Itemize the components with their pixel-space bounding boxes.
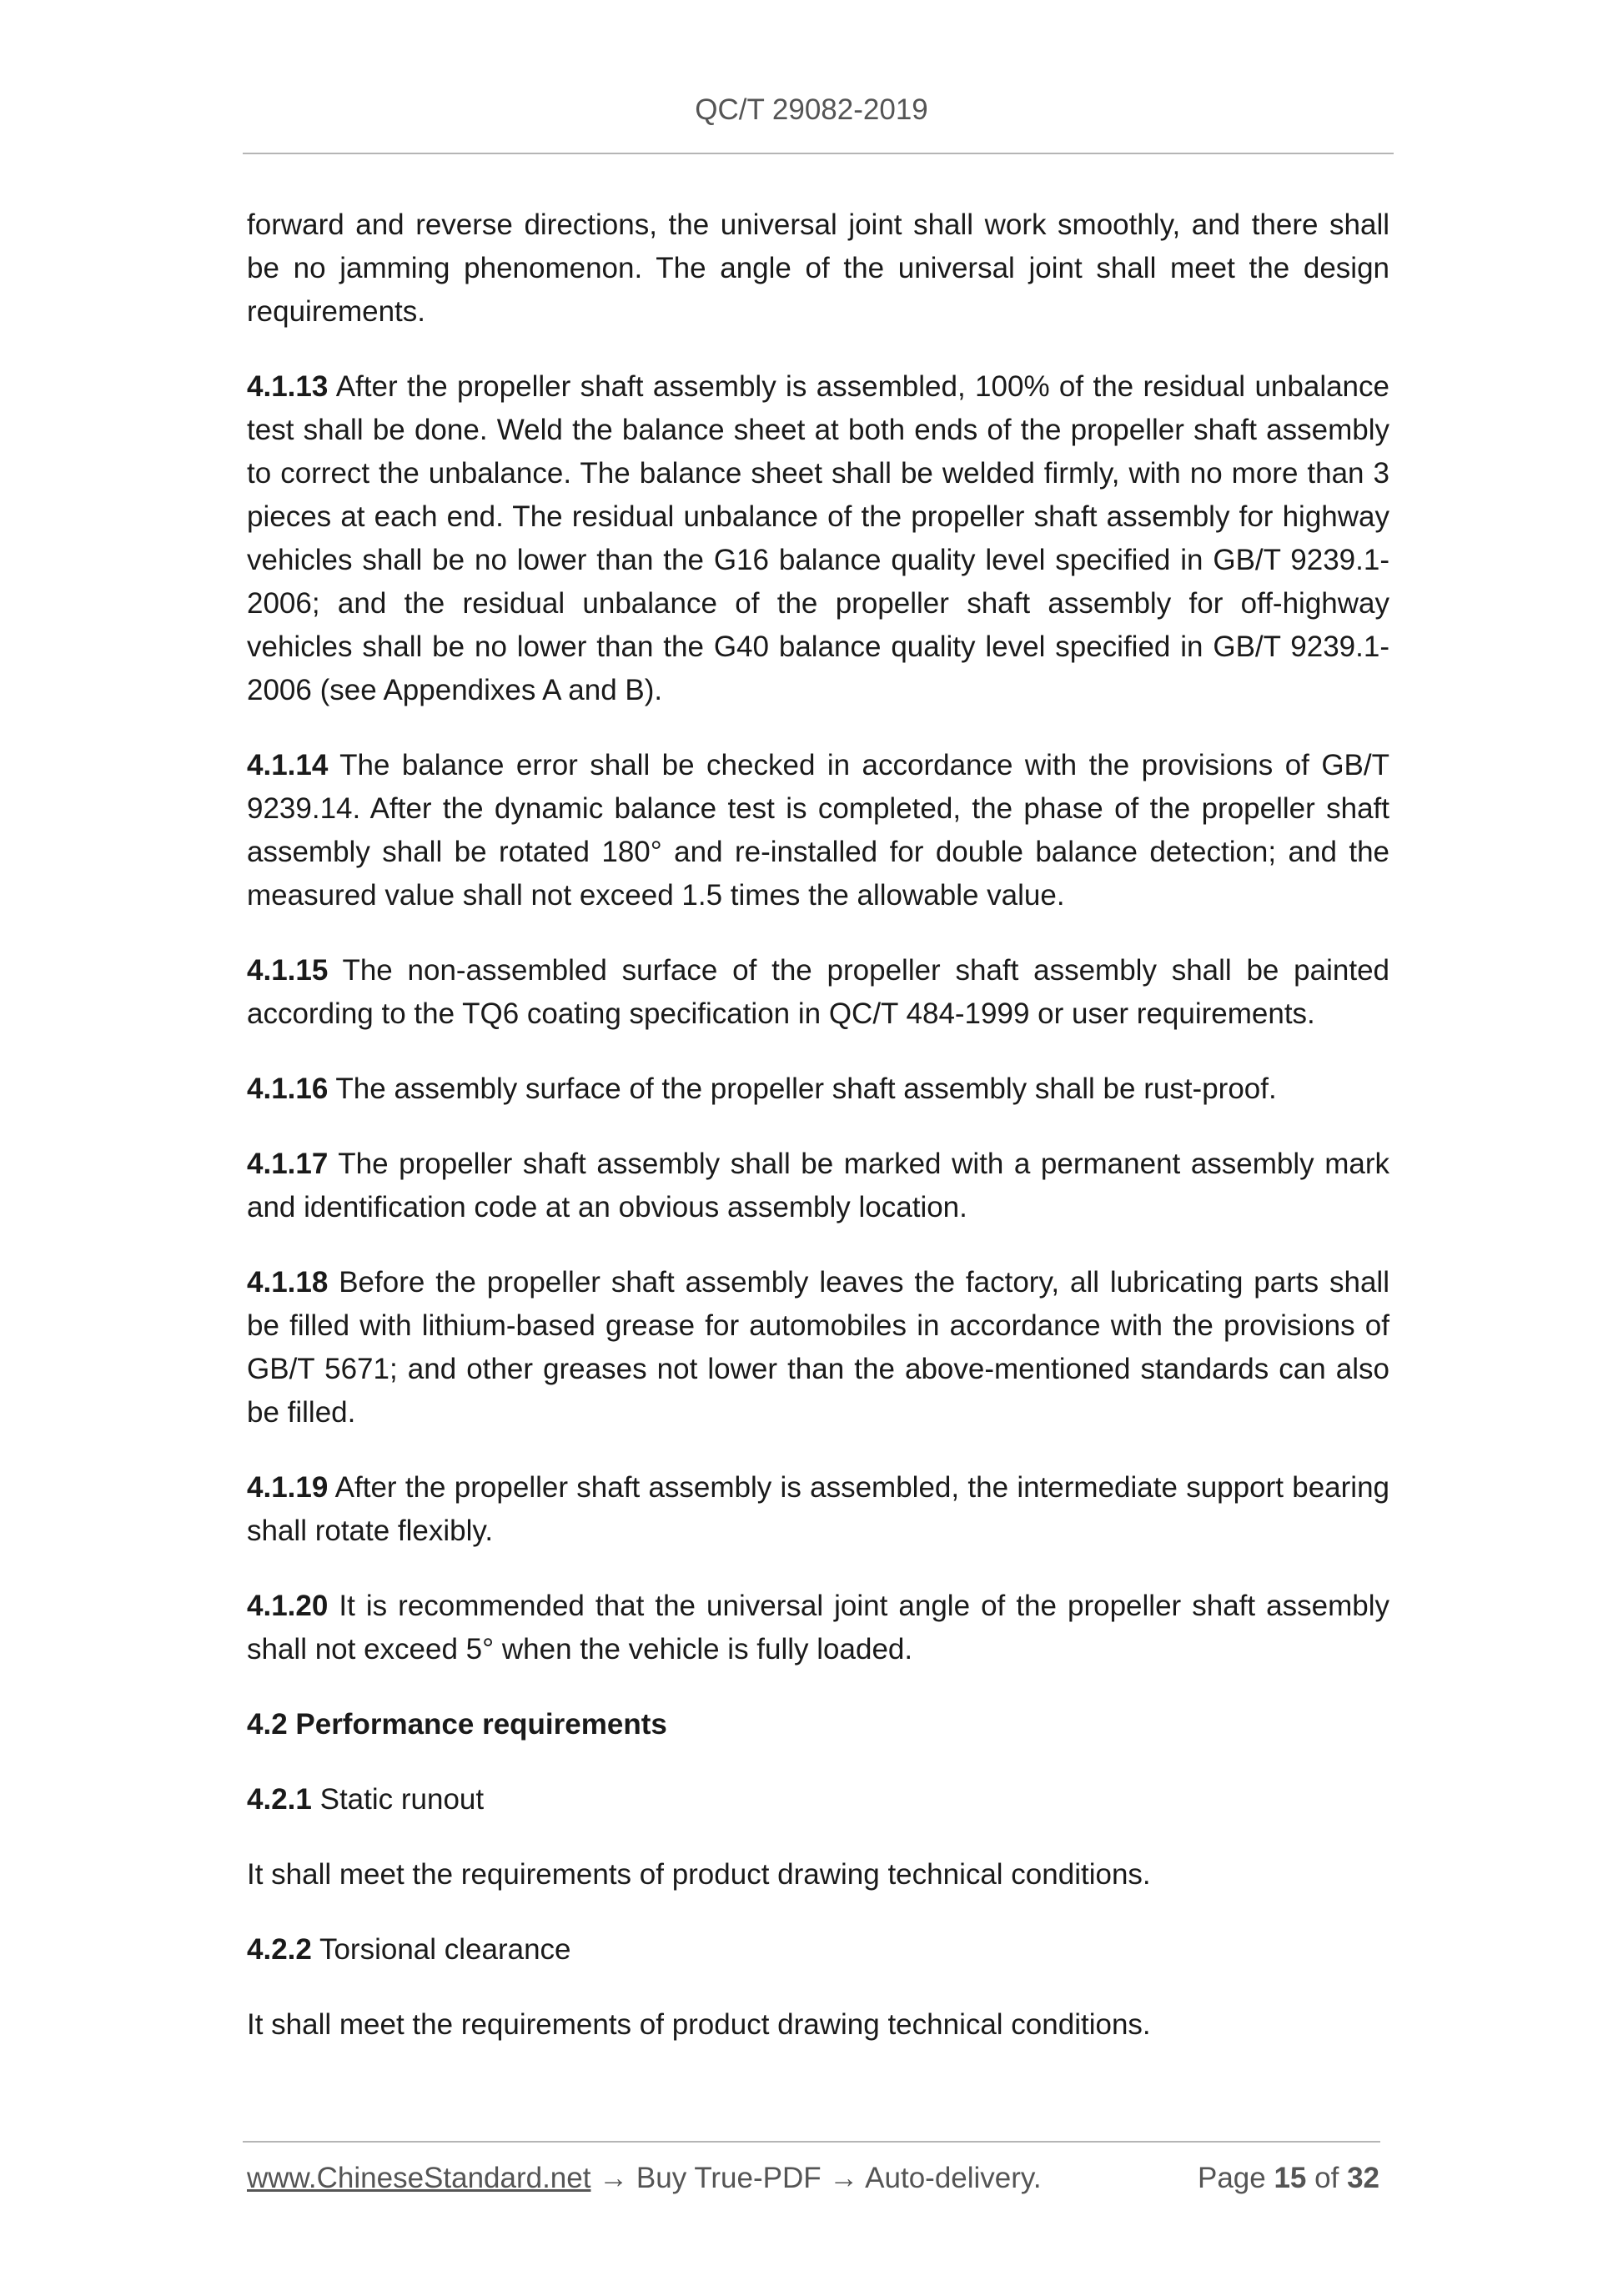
clause-text: The balance error shall be checked in accordance with the provisions of GB/T 9239.14. After the dynamic balance test is completed, the phase of the propeller shaft assembly shall be rotated 180° and re-installed for double balance detection; and the measured value shall not exceed 1.5 times the allowable value.	[247, 749, 1389, 912]
page-of-label: of	[1314, 2162, 1339, 2194]
clause-4-1-13	[247, 365, 1389, 712]
page-total: 32	[1347, 2162, 1379, 2194]
clause-number: 4.1.14	[247, 749, 329, 781]
subsection-4-2-2-heading	[247, 1928, 1389, 1972]
clause-number: 4.1.13	[247, 370, 329, 403]
clause-text: It is recommended that the universal joint angle of the propeller shaft assembly shall not exceed 5° when the vehicle is fully loaded.	[247, 1590, 1389, 1665]
clause-text: The assembly surface of the propeller shaft assembly shall be rust-proof.	[335, 1073, 1277, 1105]
clause-4-1-16	[247, 1068, 1389, 1111]
page-counter	[1198, 2162, 1379, 2195]
website-link[interactable]: www.ChineseStandard.net	[247, 2162, 591, 2194]
clause-4-1-15	[247, 949, 1389, 1036]
footer-divider	[243, 2141, 1380, 2143]
clause-4-1-14	[247, 744, 1389, 917]
clause-number: 4.1.20	[247, 1590, 329, 1622]
document-id: QC/T 29082-2019	[695, 93, 928, 126]
clause-text: The non-assembled surface of the propeller shaft assembly shall be painted according to the TQ6 coating specification in QC/T 484-1999 or user requirements.	[247, 954, 1389, 1030]
clause-number: 4.1.17	[247, 1148, 329, 1180]
subsection-number: 4.2.2	[247, 1933, 312, 1966]
page-label: Page	[1197, 2162, 1266, 2194]
page-header	[0, 93, 1623, 127]
subsection-4-2-1-text: It shall meet the requirements of product drawing technical conditions.	[247, 1858, 1151, 1891]
clause-4-1-20	[247, 1585, 1389, 1671]
clause-4-1-18	[247, 1261, 1389, 1434]
clause-text: The propeller shaft assembly shall be marked with a permanent assembly mark and identification code at an obvious assembly location.	[247, 1148, 1390, 1223]
subsection-4-2-2-text: It shall meet the requirements of product drawing technical conditions.	[247, 2008, 1151, 2041]
page-body	[247, 203, 1389, 2078]
footer-promo: → Buy True-PDF → Auto-delivery.	[590, 2162, 1042, 2194]
header-divider	[243, 153, 1394, 154]
subsection-4-2-1-heading	[247, 1778, 1389, 1821]
intro-paragraph: forward and reverse directions, the universal joint shall work smoothly, and there shall be no jamming phenomenon. The angle of the universal joint shall meet the design requirements.	[247, 208, 1389, 328]
clause-text: Before the propeller shaft assembly leaves the factory, all lubricating parts shall be filled with lithium-based grease for automobiles in accordance with the provisions of GB/T 5671; and other greases not lower than the above-mentioned standards can also be filled.	[247, 1266, 1389, 1429]
section-heading-4-2: 4.2 Performance requirements	[247, 1708, 667, 1741]
subsection-title: Static runout	[319, 1783, 485, 1816]
page-footer	[247, 2162, 1379, 2195]
clause-4-1-17	[247, 1143, 1389, 1229]
page-current: 15	[1274, 2162, 1307, 2194]
clause-text: After the propeller shaft assembly is assembled, 100% of the residual unbalance test shall be done. Weld the balance sheet at both ends of the propeller shaft assembly to correct the unbalance. The balance sheet shall be welded firmly, with no more than 3 pieces at each end. The residual unbalance of the propeller shaft assembly for highway vehicles shall be no lower than the G16 balance quality level specified in GB/T 9239.1-2006; and the residual unbalance of the propeller shaft assembly for off-highway vehicles shall be no lower than the G40 balance quality level specified in GB/T 9239.1-2006 (see Appendixes A and B).	[247, 370, 1389, 706]
clause-number: 4.1.19	[247, 1471, 329, 1504]
clause-4-1-19	[247, 1466, 1389, 1553]
clause-text: After the propeller shaft assembly is assembled, the intermediate support bearing shall rotate flexibly.	[247, 1471, 1390, 1547]
subsection-number: 4.2.1	[247, 1783, 312, 1816]
clause-number: 4.1.18	[247, 1266, 329, 1299]
subsection-title: Torsional clearance	[319, 1933, 571, 1966]
clause-number: 4.1.15	[247, 954, 329, 987]
clause-number: 4.1.16	[247, 1073, 329, 1105]
